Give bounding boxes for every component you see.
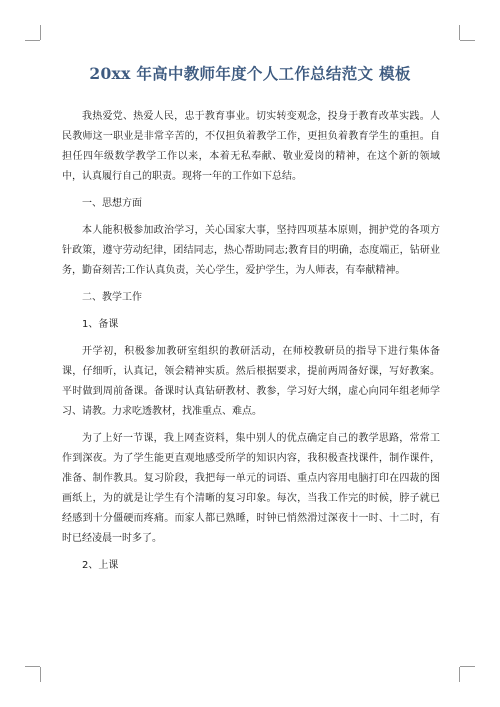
crop-mark-top-right [459, 25, 460, 40]
document-title: 20xx 年高中教师年度个人工作总结范文 模板 [89, 64, 411, 83]
subheading-lesson-prep: 1、备课 [82, 319, 119, 330]
thought-paragraph: 本人能积极参加政治学习，关心国家大事，坚持四项基本原则，拥护党的各项方针政策，遵守劳动纪律，团结同志，热心帮助同志;教育目的明确，态度端正，钻研业务，勤奋刻苦;工作认真负责，关心学生，爱护学生，为人师表，有奉献精神。 [62, 225, 440, 276]
lesson-prep-paragraph-2: 为了上好一节课，我上网查资料，集中别人的优点确定自己的教学思路，常常工作到深夜。为了学生能更直观地感受所学的知识内容，我积极查找课件，制作课件，准备、制作教具。复习阶段，我把每一单元的词语、重点内容用电脑打印在四裁的图画纸上，为的就是让学生有个清晰的复习印象。每次，当我工作完的时候，脖子就已经感到十分僵硬而疼痛。而家人都已熟睡，时钟已悄然滑过深夜十一时、十二时，有时已经凌晨一时多了。 [62, 433, 440, 544]
section-heading-thought: 一、思想方面 [82, 198, 142, 209]
intro-paragraph: 我热爱党、热爱人民，忠于教育事业。切实转变观念，投身于教育改革实践。人民教师这一职业是非常辛苦的，不仅担负着教学工作，更担负着教育学生的重担。自担任四年级数学教学工作以来，本着无私奉献、敬业爱岗的精神，在这个新的领域中，认真履行自己的职责。现将一年的工作如下总结。 [62, 111, 440, 182]
crop-mark-top-left [25, 40, 40, 41]
crop-mark-bottom-right [460, 666, 475, 667]
crop-mark-bottom-left [25, 666, 40, 667]
lesson-prep-paragraph: 开学初，积极参加教研室组织的教研活动，在师校教研员的指导下进行集体备课，仔细听，认真记，领会精神实质。然后根据要求，提前两周备好课，写好教案。平时做到周前备课。备课时认真钻研教材、教参，学习好大纲，虚心向同年组老师学习、请教。力求吃透教材，找准重点、难点。 [62, 346, 440, 417]
section-heading-teaching: 二、教学工作 [82, 292, 142, 303]
crop-mark-bottom-left [40, 667, 41, 682]
crop-mark-top-left [40, 25, 41, 40]
crop-mark-top-right [460, 40, 475, 41]
crop-mark-bottom-right [459, 667, 460, 682]
subheading-class: 2、上课 [82, 560, 119, 571]
document-body [62, 107, 440, 583]
